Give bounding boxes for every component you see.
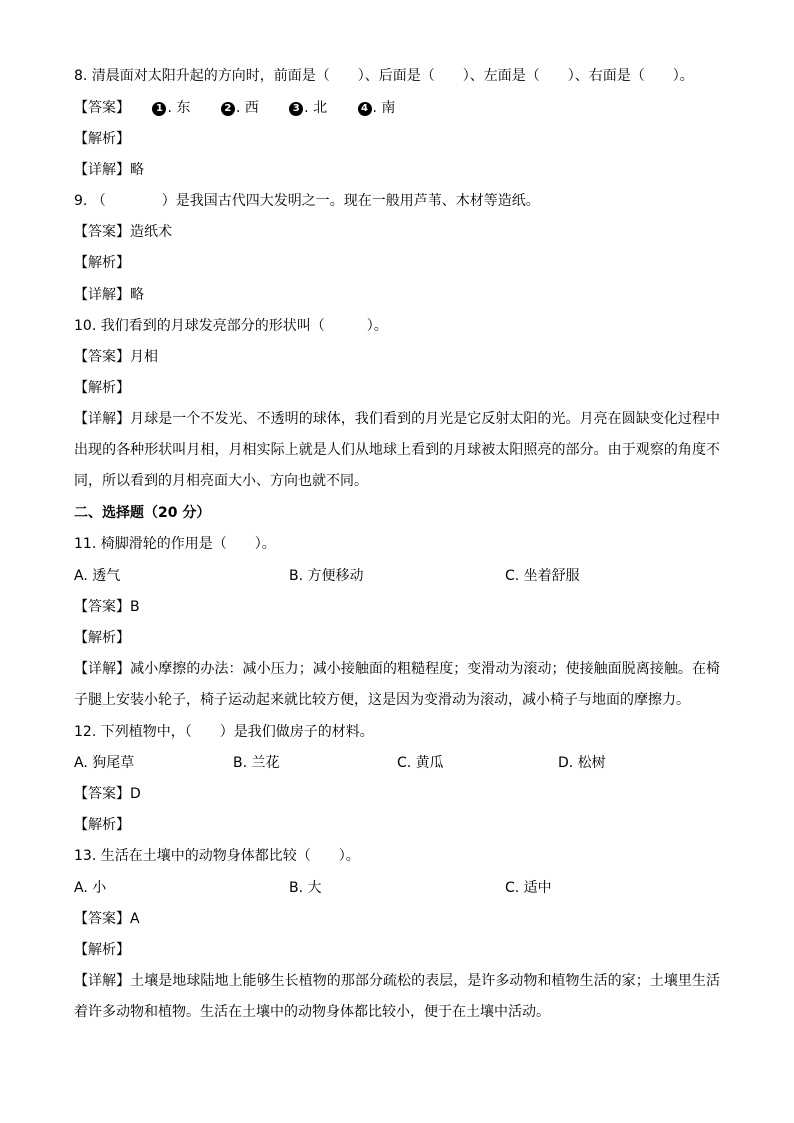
option-13-b: B. 大	[289, 880, 322, 896]
question-12: 12. 下列植物中，（ ）是我们做房子的材料。	[74, 724, 374, 740]
question-11: 11. 椅脚滑轮的作用是（ ）。	[74, 536, 276, 552]
answer-label: 【答案】	[74, 100, 130, 116]
answer-13: 【答案】A	[74, 911, 140, 927]
answer-9: 【答案】造纸术	[74, 224, 172, 240]
detail-10: 【详解】月球是一个不发光、不透明的球体，我们看到的月光是它反射太阳的光。月亮在圆缺变化过程中出现的各种形状叫月相，月相实际上就是人们从地球上看到的月球被太阳照亮的部分。由于观察的角度不同，所以看到的月相亮面大小、方向也就不同。	[74, 411, 720, 489]
answer-item-1: 1 . 东	[152, 98, 190, 118]
answer-8	[74, 98, 421, 118]
circled-number-1: 1	[152, 102, 166, 116]
question-10: 10. 我们看到的月球发亮部分的形状叫（ ）。	[74, 318, 388, 334]
analysis-12: 【解析】	[74, 817, 130, 833]
question-9: 9. （ ）是我国古代四大发明之一。现在一般用芦苇、木材等造纸。	[74, 193, 540, 209]
question-13: 13. 生活在土壤中的动物身体都比较（ ）。	[74, 848, 360, 864]
option-11-c: C. 坐着舒服	[505, 568, 580, 584]
analysis-10: 【解析】	[74, 380, 130, 396]
option-11-b: B. 方便移动	[289, 568, 364, 584]
detail-11: 【详解】减小摩擦的办法：减小压力；减小接触面的粗糙程度；变滑动为滚动；使接触面脱离接触。在椅子腿上安装小轮子，椅子运动起来就比较方便，这是因为变滑动为滚动，减小椅子与地面的摩擦力。	[74, 661, 720, 708]
question-8: 8. 清晨面对太阳升起的方向时，前面是（ ）、后面是（ ）、左面是（ ）、右面是（ ）。	[74, 68, 694, 84]
detail-8: 【详解】略	[74, 162, 144, 178]
answer-item-3: 3 . 北	[289, 98, 327, 118]
option-12-d: D. 松树	[558, 755, 606, 771]
analysis-8: 【解析】	[74, 131, 130, 147]
option-12-c: C. 黄瓜	[397, 755, 444, 771]
detail-13: 【详解】土壤是地球陆地上能够生长植物的那部分疏松的表层，是许多动物和植物生活的家；土壤里生活着许多动物和植物。生活在土壤中的动物身体都比较小，便于在土壤中活动。	[74, 973, 720, 1020]
circled-number-4: 4	[358, 102, 372, 116]
answer-12: 【答案】D	[74, 786, 141, 802]
analysis-13: 【解析】	[74, 942, 130, 958]
option-12-a: A. 狗尾草	[74, 755, 135, 771]
circled-number-2: 2	[221, 102, 235, 116]
section-title-choice: 二、选择题（20 分）	[74, 505, 211, 521]
answer-10: 【答案】月相	[74, 349, 158, 365]
answer-item-4: 4 . 南	[358, 98, 396, 118]
option-11-a: A. 透气	[74, 568, 121, 584]
analysis-11: 【解析】	[74, 630, 130, 646]
option-12-b: B. 兰花	[233, 755, 280, 771]
circled-number-3: 3	[289, 102, 303, 116]
analysis-9: 【解析】	[74, 255, 130, 271]
detail-9: 【详解】略	[74, 287, 144, 303]
answer-item-2: 2 . 西	[221, 98, 259, 118]
option-13-c: C. 适中	[505, 880, 552, 896]
option-13-a: A. 小	[74, 880, 107, 896]
answer-11: 【答案】B	[74, 599, 140, 615]
